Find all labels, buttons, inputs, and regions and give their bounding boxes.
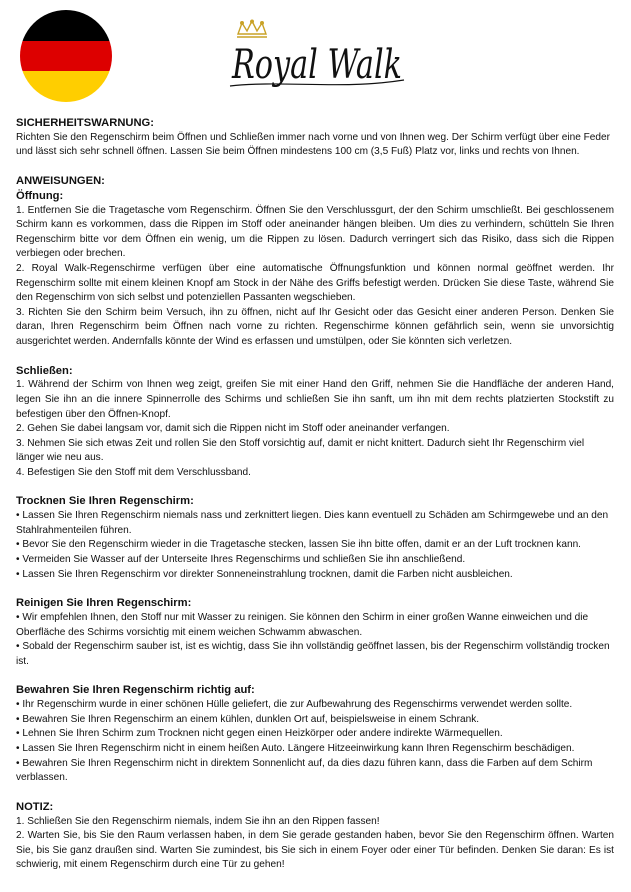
drying-title: Trocknen Sie Ihren Regenschirm: (16, 495, 194, 508)
list-item: 2. Warten Sie, bis Sie den Raum verlassen haben, in dem Sie gerade gestanden haben, bevor Sie den Regenschirm öffnen. Warten Sie, bis Sie ganz draußen sind. Warten Sie zumindest, bis Sie sich in einem Foyer oder einer Tür befinden. Denken Sie daran: Es ist schwierig, mit einem Regenschirm durch eine Tür zu gehen! (16, 830, 614, 871)
list-item: 4. Befestigen Sie den Stoff mit dem Verschlussband. (16, 466, 251, 478)
list-item: • Wir empfehlen Ihnen, den Stoff nur mit Wasser zu reinigen. Sie können den Schirm in einer großen Wanne einweichen und die Oberfläche des Schirms vorsichtig mit einem weichen Schwamm abwaschen. (16, 612, 589, 638)
opening-title: Öffnung: (16, 189, 64, 202)
list-item: • Lehnen Sie Ihren Schirm zum Trocknen nicht gegen einen Heizkörper oder andere indirekte Wärmequellen. (16, 728, 503, 740)
instructions-document (16, 116, 614, 873)
page-header (0, 0, 631, 110)
royal-walk-logo (222, 20, 412, 100)
list-item: 2. Gehen Sie dabei langsam vor, damit sich die Rippen nicht im Stoff oder aneinander verfangen. (16, 423, 450, 435)
list-item: • Bevor Sie den Regenschirm wieder in die Tragetasche stecken, lassen Sie ihn bitte offen, damit er an der Luft trocknen kann. (16, 539, 581, 551)
germany-flag-icon (20, 10, 112, 102)
closing-title: Schließen: (16, 364, 73, 377)
note-section (16, 800, 614, 873)
list-item: 1. Während der Schirm von Ihnen weg zeigt, greifen Sie mit einer Hand den Griff, nehmen Sie die Handfläche der anderen Hand, legen Sie ihn an die innere Spinnerrolle des Schirms und schließen Sie ihn sanft, um ihn mit dem rechts platzierten Stockstift zu befestigen über den Öffnen-Knopf. (16, 379, 614, 420)
safety-text: Richten Sie den Regenschirm beim Öffnen und Schließen immer nach vorne und von Ihnen weg. Der Schirm verfügt über eine Feder und lässt sich sehr schnell öffnen. Lassen Sie beim Öffnen mindestens 100 cm (3,5 Fuß) Platz vor, links und rechts von Ihnen. (16, 131, 610, 158)
storage-section (16, 683, 614, 785)
safety-section (16, 116, 614, 160)
instructions-section (16, 174, 614, 350)
closing-section (16, 364, 614, 481)
instructions-title: ANWEISUNGEN: (16, 174, 105, 187)
list-item: • Ihr Regenschirm wurde in einer schönen Hülle geliefert, die zur Aufbewahrung des Regenschirms verwendet werden sollte. (16, 699, 573, 711)
list-item: 3. Nehmen Sie sich etwas Zeit und rollen Sie den Stoff vorsichtig auf, damit er nicht knittert. Dadurch sieht Ihr Regenschirm viel länger wie neu aus. (16, 437, 585, 464)
list-item: 2. Royal Walk-Regenschirme verfügen über eine automatische Öffnungsfunktion und können normal geöffnet werden. Ihr Regenschirm sollte mit einem kleinen Knopf am Stock in der Nähe des Griffs befestigt werden. Drücken Sie diese Taste, während Sie den Regenschirm von sich selbst und potenziellen Passanten wegschieben. (16, 262, 614, 304)
list-item: 3. Richten Sie den Schirm beim Versuch, ihn zu öffnen, nicht auf Ihr Gesicht oder das Gesicht einer anderen Person. Denken Sie daran, Ihren Regenschirm beim Öffnen nach vorne zu richten. Regenschirme können gefährlich sein, wenn sie unvorsichtig ausgerichtet werden. Andernfalls könnte der Wind es erfassen und umstülpen, oder Sie könnten sich verletzen. (16, 306, 614, 347)
list-item: 1. Schließen Sie den Regenschirm niemals, indem Sie ihn an den Rippen fassen! (16, 815, 380, 827)
list-item: • Lassen Sie Ihren Regenschirm vor direkter Sonneneinstrahlung trocknen, damit die Farben nicht ausbleichen. (16, 568, 513, 580)
note-title: NOTIZ: (16, 800, 54, 813)
list-item: • Bewahren Sie Ihren Regenschirm nicht in direktem Sonnenlicht auf, da dies dazu führen kann, dass die Farben auf dem Schirm verblassen. (16, 757, 593, 784)
list-item: • Bewahren Sie Ihren Regenschirm an einem kühlen, dunklen Ort auf, beispielsweise in einem Schrank. (16, 713, 480, 725)
drying-section (16, 494, 614, 582)
list-item: 1. Entfernen Sie die Tragetasche vom Regenschirm. Öffnen Sie den Verschlussgurt, der den Schirm umschließt. Bei geschlossenem Schirm kann es vorkommen, dass die Rippen im Stoff oder aneinander hängen bleiben. Um dies zu verhindern, schütteln Sie Ihren Regenschirm bitte vor dem Öffnen ein wenig, um die Rippen zu lösen. Dadurch verringert sich das Risiko, dass sich die Rippen verbiegen oder brechen. (16, 204, 614, 260)
crown-icon (237, 20, 267, 37)
safety-title: SICHERHEITSWARNUNG: (16, 117, 154, 129)
list-item: • Sobald der Regenschirm sauber ist, ist es wichtig, dass Sie ihn vollständig geöffnet lassen, bis der Regenschirm vollständig trocken ist. (16, 641, 610, 667)
list-item: • Lassen Sie Ihren Regenschirm nicht in einem heißen Auto. Längere Hitzeeinwirkung kann Ihren Regenschirm beschädigen. (16, 742, 575, 754)
storage-title: Bewahren Sie Ihren Regenschirm richtig auf: (16, 684, 255, 697)
cleaning-section (16, 596, 614, 669)
list-item: • Lassen Sie Ihren Regenschirm niemals nass und zerknittert liegen. Dies kann eventuell zu Schäden am Schirmgewebe und an den Stahlrahmenteilen führen. (16, 510, 609, 536)
cleaning-title: Reinigen Sie Ihren Regenschirm: (16, 597, 192, 610)
svg-text:Royal Walk: Royal Walk (231, 42, 402, 88)
list-item: • Vermeiden Sie Wasser auf der Unterseite Ihres Regenschirms und schließen Sie ihn anschließend. (16, 554, 466, 566)
